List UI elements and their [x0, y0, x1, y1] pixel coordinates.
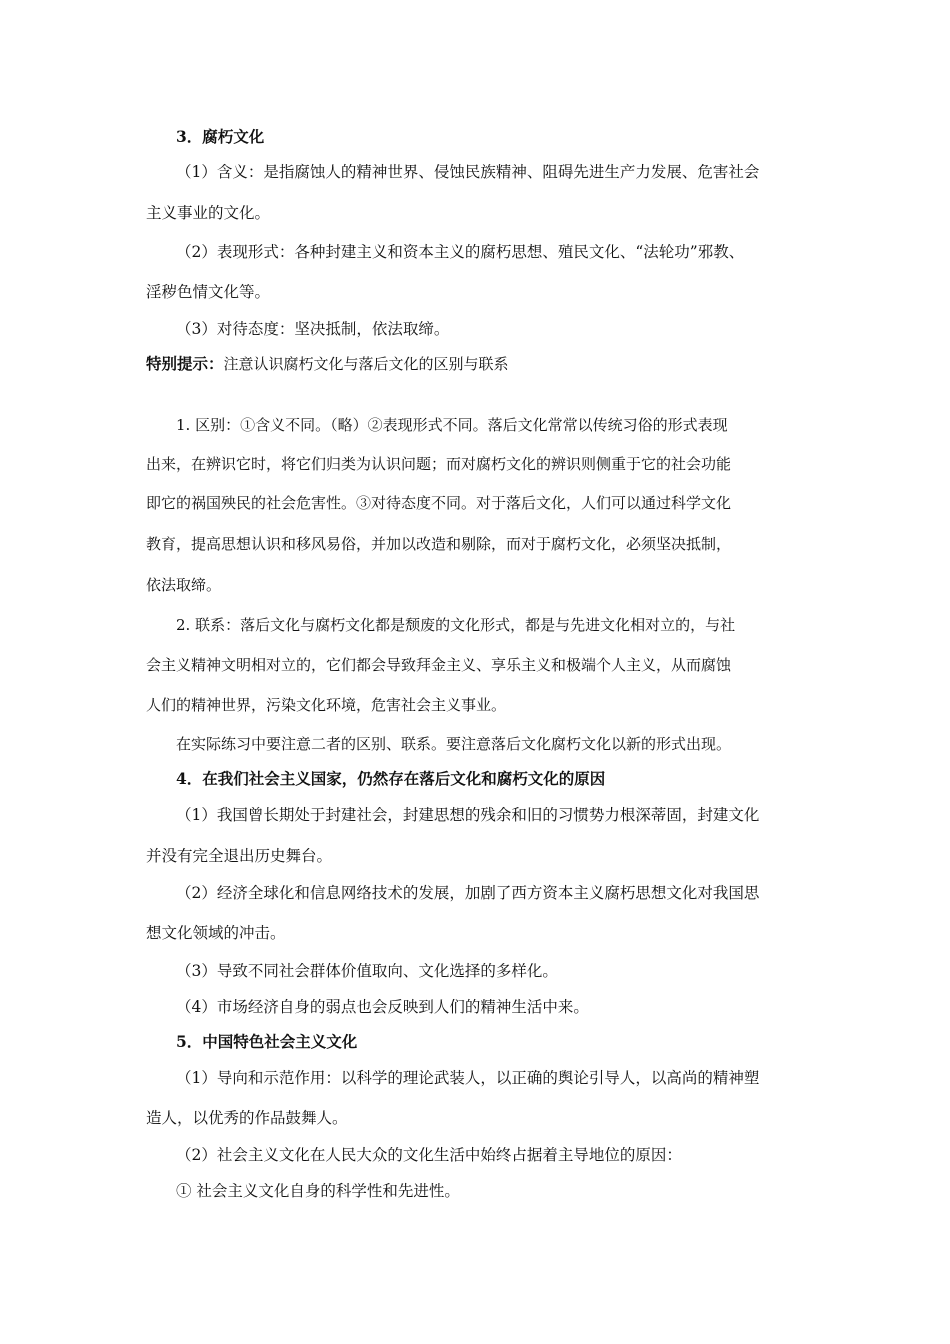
- section-4-paragraph-2-line-2: 想文化领域的冲击。: [146, 924, 286, 942]
- section-4-paragraph-1-line-1: （1）我国曾长期处于封建社会，封建思想的残余和旧的习惯势力根深蒂固，封建文化: [176, 806, 760, 824]
- section-4-title: 4．在我们社会主义国家，仍然存在落后文化和腐朽文化的原因: [176, 769, 606, 788]
- section-3-title: 3．腐朽文化: [176, 127, 265, 146]
- special-tip-text: 注意认识腐朽文化与落后文化的区别与联系: [223, 355, 509, 373]
- section-4-paragraph-4: （4）市场经济自身的弱点也会反映到人们的精神生活中来。: [176, 998, 589, 1016]
- section-5-title: 5．中国特色社会主义文化: [176, 1032, 358, 1051]
- section-4-paragraph-3: （3）导致不同社会群体价值取向、文化选择的多样化。: [176, 962, 558, 980]
- special-tip-heading: [146, 353, 816, 375]
- section-5-paragraph-2: （2）社会主义文化在人民大众的文化生活中始终占据着主导地位的原因：: [176, 1146, 682, 1164]
- tip-1-line-4: 教育，提高思想认识和移风易俗，并加以改造和剔除，而对于腐朽文化，必须坚决抵制，: [146, 535, 732, 553]
- section-3-paragraph-2-line-2: 淫秽色情文化等。: [146, 283, 271, 301]
- section-3-paragraph-2-line-1: （2）表现形式：各种封建主义和资本主义的腐朽思想、殖民文化、“法轮功”邪教、: [176, 243, 745, 261]
- section-5-paragraph-1-line-1: （1）导向和示范作用：以科学的理论武装人，以正确的舆论引导人，以高尚的精神塑: [176, 1069, 760, 1087]
- tip-2-line-2: 会主义精神文明相对立的，它们都会导致拜金主义、享乐主义和极端个人主义，从而腐蚀: [146, 656, 732, 674]
- section-3-paragraph-1-line-1: （1）含义：是指腐蚀人的精神世界、侵蚀民族精神、阻碍先进生产力发展、危害社会: [176, 163, 760, 181]
- special-tip-label: 特别提示：: [146, 354, 224, 373]
- section-4-paragraph-2-line-1: （2）经济全球化和信息网络技术的发展，加剧了西方资本主义腐朽思想文化对我国思: [176, 884, 760, 902]
- tip-1-line-2: 出来，在辨识它时，将它们归类为认识问题；而对腐朽文化的辨识则侧重于它的社会功能: [146, 455, 732, 473]
- tip-1-line-5: 依法取缔。: [146, 576, 222, 594]
- tip-2-line-1: 2. 联系：落后文化与腐朽文化都是颓废的文化形式，都是与先进文化相对立的，与社: [176, 616, 736, 634]
- tip-2-line-3: 人们的精神世界，污染文化环境，危害社会主义事业。: [146, 696, 507, 714]
- tip-1-line-3: 即它的祸国殃民的社会危害性。③对待态度不同。对于落后文化，人们可以通过科学文化: [146, 494, 732, 512]
- section-3-paragraph-1-line-2: 主义事业的文化。: [146, 204, 271, 222]
- section-5-paragraph-1-line-2: 造人，以优秀的作品鼓舞人。: [146, 1109, 348, 1127]
- tip-3-line: 在实际练习中要注意二者的区别、联系。要注意落后文化腐朽文化以新的形式出现。: [176, 735, 732, 753]
- section-4-paragraph-1-line-2: 并没有完全退出历史舞台。: [146, 847, 333, 865]
- section-3-paragraph-3: （3）对待态度：坚决抵制，依法取缔。: [176, 320, 450, 338]
- section-5-paragraph-3: ① 社会主义文化自身的科学性和先进性。: [176, 1182, 460, 1200]
- tip-1-line-1: 1. 区别：①含义不同。（略）②表现形式不同。落后文化常常以传统习俗的形式表现: [176, 416, 728, 434]
